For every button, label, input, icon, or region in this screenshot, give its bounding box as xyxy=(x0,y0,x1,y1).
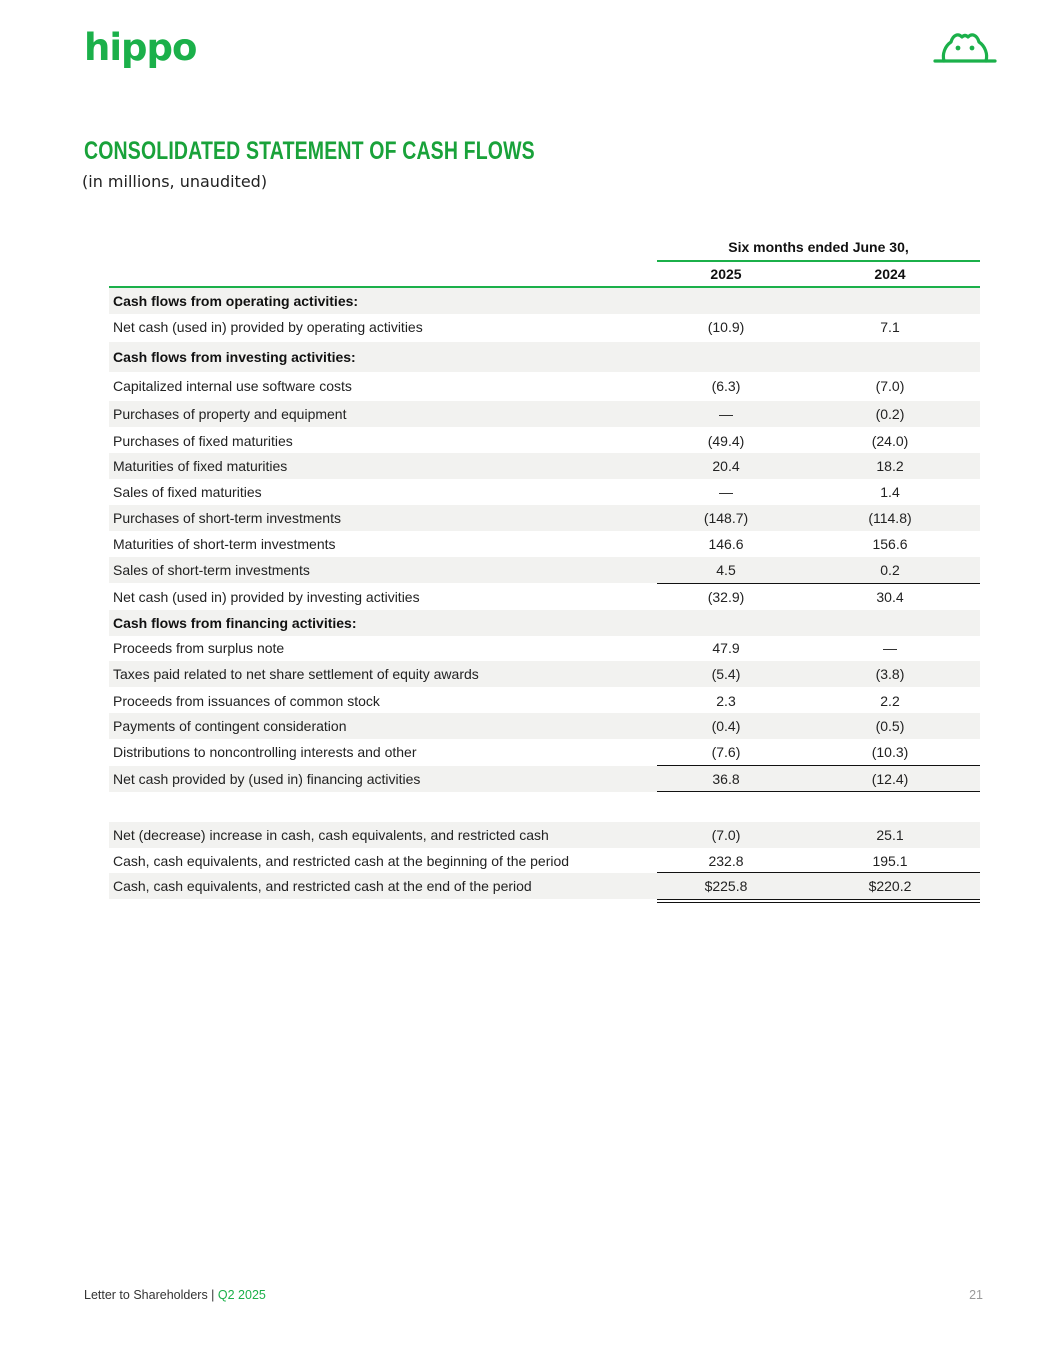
value-2024: (3.8) xyxy=(875,666,905,682)
double-rule-bottom xyxy=(657,902,980,903)
row-label: Purchases of property and equipment xyxy=(113,406,347,422)
table-row xyxy=(109,531,980,557)
table-row xyxy=(109,342,980,372)
period-underline xyxy=(657,260,980,262)
table-row xyxy=(109,288,980,314)
page-subtitle: (in millions, unaudited) xyxy=(82,172,268,191)
value-2025: (0.4) xyxy=(711,718,741,734)
table-row xyxy=(109,584,980,610)
table-row xyxy=(109,713,980,739)
row-label: Taxes paid related to net share settlement of equity awards xyxy=(113,666,479,682)
row-label: Maturities of short-term investments xyxy=(113,536,336,552)
table-row xyxy=(109,610,980,636)
table-row xyxy=(109,739,980,765)
value-2025: (148.7) xyxy=(703,510,749,526)
row-label: Cash, cash equivalents, and restricted cash at the end of the period xyxy=(113,878,532,894)
value-2025: (32.9) xyxy=(707,589,745,605)
value-2024: 1.4 xyxy=(880,484,900,500)
table-row xyxy=(109,688,980,714)
value-2024: 18.2 xyxy=(876,458,904,474)
value-2024: (114.8) xyxy=(868,510,912,526)
value-2024: 7.1 xyxy=(880,319,900,335)
row-label: Sales of fixed maturities xyxy=(113,484,262,500)
table-row xyxy=(109,766,980,792)
row-label: Net cash provided by (used in) financing activities xyxy=(113,771,421,787)
column-header-2025: 2025 xyxy=(710,266,742,282)
row-label: Net cash (used in) provided by investing activities xyxy=(113,589,420,605)
row-label: Payments of contingent consideration xyxy=(113,718,347,734)
footer-period: Q2 2025 xyxy=(217,1288,266,1302)
row-label: Maturities of fixed maturities xyxy=(113,458,288,474)
value-2025: $225.8 xyxy=(704,878,748,894)
value-2024: 0.2 xyxy=(880,562,900,578)
footer-doc-name: Letter to Shareholders xyxy=(84,1288,208,1302)
table-row xyxy=(109,661,980,687)
value-2025: — xyxy=(719,406,733,422)
total-rule-financing xyxy=(657,791,980,792)
footer-document-title xyxy=(84,1288,266,1302)
table-row xyxy=(109,314,980,340)
value-2025: 36.8 xyxy=(712,771,740,787)
value-2025: 20.4 xyxy=(712,458,740,474)
value-2024: (12.4) xyxy=(871,771,909,787)
row-label: Purchases of short-term investments xyxy=(113,510,341,526)
table-row xyxy=(109,373,980,399)
value-2024: (0.5) xyxy=(875,718,905,734)
value-2024: 2.2 xyxy=(880,693,900,709)
row-label: Net cash (used in) provided by operating activities xyxy=(113,319,423,335)
value-2024: 30.4 xyxy=(876,589,904,605)
row-label: Cash, cash equivalents, and restricted cash at the beginning of the period xyxy=(113,853,570,869)
page-title: CONSOLIDATED STATEMENT OF CASH FLOWS xyxy=(84,137,535,165)
subtotal-rule-investing xyxy=(657,583,980,584)
row-label: Proceeds from issuances of common stock xyxy=(113,693,380,709)
table-row xyxy=(109,848,980,874)
table-row xyxy=(109,873,980,899)
table-row xyxy=(109,428,980,454)
value-2025: (5.4) xyxy=(711,666,741,682)
table-row xyxy=(109,453,980,479)
row-label: Capitalized internal use software costs xyxy=(113,378,352,394)
value-2025: 146.6 xyxy=(708,536,744,552)
table-row xyxy=(109,505,980,531)
table-row xyxy=(109,401,980,427)
value-2024: (10.3) xyxy=(871,744,909,760)
value-2025: (10.9) xyxy=(707,319,745,335)
value-2025: — xyxy=(719,484,733,500)
value-2024: — xyxy=(883,640,897,656)
subtotal-rule-end-cash xyxy=(657,872,980,873)
value-2025: (49.4) xyxy=(707,433,745,449)
value-2025: 4.5 xyxy=(716,562,736,578)
period-header: Six months ended June 30, xyxy=(728,239,909,255)
value-2025: (6.3) xyxy=(711,378,741,394)
value-2024: 195.1 xyxy=(872,853,908,869)
value-2024: 25.1 xyxy=(876,827,904,843)
footer-separator: | xyxy=(207,1288,218,1302)
value-2024: (24.0) xyxy=(871,433,909,449)
row-label: Cash flows from financing activities: xyxy=(113,615,357,631)
value-2025: (7.6) xyxy=(711,744,741,760)
row-label: Cash flows from investing activities: xyxy=(113,349,356,365)
row-label: Sales of short-term investments xyxy=(113,562,310,578)
value-2024: 156.6 xyxy=(872,536,908,552)
value-2024: (0.2) xyxy=(875,406,905,422)
value-2024: $220.2 xyxy=(868,878,912,894)
table-row xyxy=(109,557,980,583)
subtotal-rule-financing xyxy=(657,765,980,766)
table-row xyxy=(109,822,980,848)
value-2025: 2.3 xyxy=(716,693,736,709)
row-label: Purchases of fixed maturities xyxy=(113,433,293,449)
row-label: Cash flows from operating activities: xyxy=(113,293,359,309)
row-label: Proceeds from surplus note xyxy=(113,640,285,656)
row-label: Distributions to noncontrolling interests and other xyxy=(113,744,417,760)
value-2024: (7.0) xyxy=(875,378,905,394)
column-header-2024: 2024 xyxy=(874,266,906,282)
hippo-logo: hippo xyxy=(84,26,197,69)
hippo-head-icon xyxy=(932,28,998,66)
table-row xyxy=(109,479,980,505)
double-rule-top xyxy=(657,899,980,900)
value-2025: 232.8 xyxy=(708,853,744,869)
value-2025: 47.9 xyxy=(712,640,740,656)
value-2025: (7.0) xyxy=(711,827,741,843)
page-number: 21 xyxy=(969,1288,983,1302)
row-label: Net (decrease) increase in cash, cash equivalents, and restricted cash xyxy=(113,827,549,843)
table-row xyxy=(109,635,980,661)
